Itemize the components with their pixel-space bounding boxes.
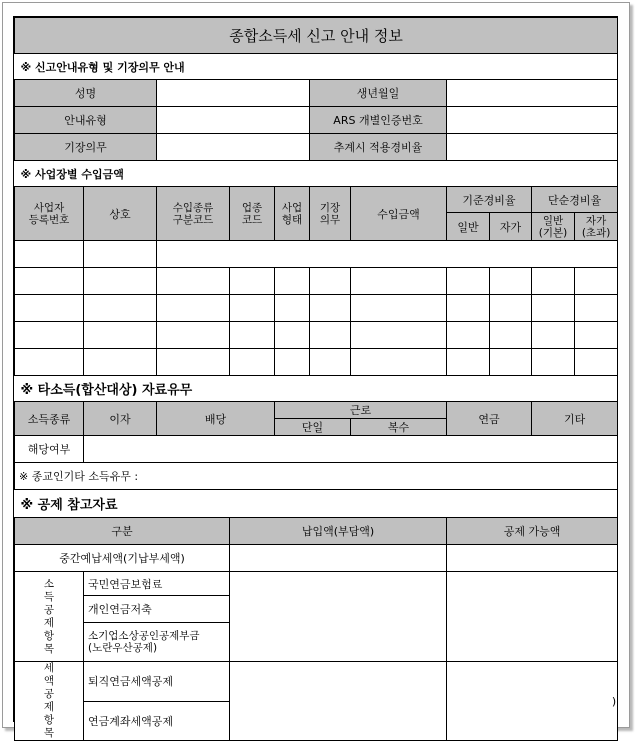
table-row (15, 349, 618, 376)
income-type-header: 소득종류 (15, 402, 84, 436)
form-title: 종합소득세 신고 안내 정보 (15, 18, 618, 54)
tax-info-form (14, 17, 618, 741)
biz-type-header: 사업 형태 (275, 187, 310, 241)
applicable-label: 해당여부 (15, 436, 84, 463)
other-header: 기타 (532, 402, 618, 436)
section-heading-filing-guide: ※ 신고안내유형 및 기장의무 안내 (15, 54, 618, 80)
deduction-item: 개인연금저축 (84, 596, 230, 623)
tax-paid-value (230, 662, 447, 741)
bookkeeping-value (157, 134, 310, 161)
tax-deductible-value: ) (447, 662, 618, 741)
document-page (2, 2, 630, 739)
labor-multiple-header: 복수 (351, 419, 447, 436)
table-row (15, 295, 618, 322)
labor-header: 근로 (275, 402, 447, 419)
income-deductible-value (447, 572, 618, 662)
income-deduction-label: 소 득 공 제 항 목 (15, 572, 84, 662)
tax-credit-label: 세 액 공 제 항 목 (15, 662, 84, 741)
labor-single-header: 단일 (275, 419, 351, 436)
ars-value (447, 107, 618, 134)
estimate-rate-label: 추계시 적용경비율 (310, 134, 447, 161)
dividend-header: 배당 (157, 402, 275, 436)
industry-code-header: 업종 코드 (230, 187, 275, 241)
interim-paid-value (230, 545, 447, 572)
std-own-header: 자가 (490, 213, 532, 241)
birth-value (447, 80, 618, 107)
deductible-header: 공제 가능액 (447, 518, 618, 545)
name-label: 성명 (15, 80, 157, 107)
std-rate-header: 기준경비율 (447, 187, 532, 213)
applicable-value (84, 436, 618, 463)
income-code-header: 수입종류 구분코드 (157, 187, 230, 241)
table-row (15, 268, 618, 295)
std-general-header: 일반 (447, 213, 490, 241)
section-heading-other-income: ※ 타소득(합산대상) 자료유무 (15, 376, 618, 402)
interest-header: 이자 (84, 402, 157, 436)
name-value (157, 80, 310, 107)
income-paid-value (230, 572, 447, 662)
pension-header: 연금 (447, 402, 532, 436)
deduction-item: 연금계좌세액공제 (84, 701, 230, 741)
category-header: 구분 (15, 518, 230, 545)
revenue-header: 수입금액 (351, 187, 447, 241)
deduction-item: 퇴직연금세액공제 (84, 662, 230, 702)
birth-label: 생년월일 (310, 80, 447, 107)
ars-label: ARS 개별인증번호 (310, 107, 447, 134)
deduction-item: 국민연금보험료 (84, 572, 230, 596)
deduction-item: 소기업소상공인공제부금 (노란우산공제) (84, 623, 230, 662)
bookkeeping-label: 기장의무 (15, 134, 157, 161)
religious-income-note: ※ 종교인기타 소득유무 : (15, 463, 618, 490)
table-row (15, 322, 618, 349)
guide-type-label: 안내유형 (15, 107, 157, 134)
estimate-rate-value (447, 134, 618, 161)
simple-rate-header: 단순경비율 (532, 187, 618, 213)
interim-deductible-value (447, 545, 618, 572)
simple-own-header: 자가 (초과) (575, 213, 618, 241)
section-heading-revenue: ※ 사업장별 수입금액 (15, 161, 618, 187)
table-row (15, 241, 618, 268)
simple-general-header: 일반 (기본) (532, 213, 575, 241)
bookkeeping-header: 기장 의무 (310, 187, 351, 241)
interim-prepaid-label: 중간예납세액(기납부세액) (15, 545, 230, 572)
trade-name-header: 상호 (84, 187, 157, 241)
reg-no-header: 사업자 등록번호 (15, 187, 84, 241)
section-heading-deduction: ※ 공제 참고자료 (15, 490, 618, 518)
guide-type-value (157, 107, 310, 134)
form-frame (13, 16, 618, 739)
paid-header: 납입액(부담액) (230, 518, 447, 545)
